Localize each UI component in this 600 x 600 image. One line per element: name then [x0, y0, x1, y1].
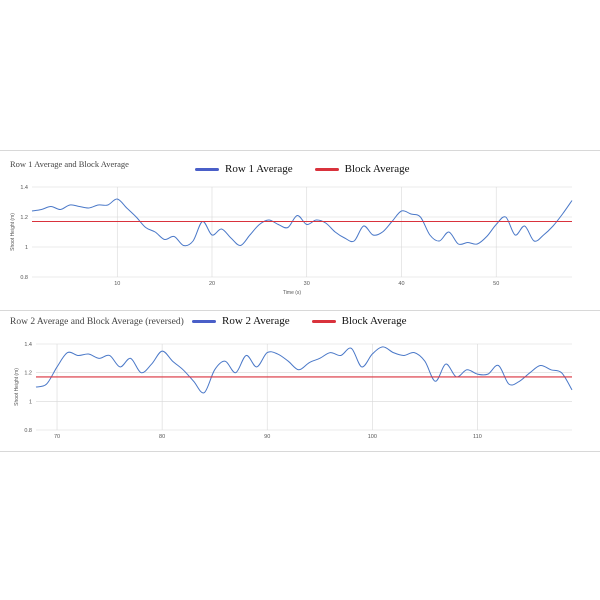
- y-tick-label: 1.2: [24, 370, 32, 377]
- legend-label: Row 1 Average: [225, 163, 293, 175]
- row-average-line: [36, 347, 572, 393]
- y-axis-title: Shoot Height (m): [14, 368, 20, 406]
- x-tick-label: 20: [208, 281, 216, 287]
- x-tick-label: 40: [398, 281, 405, 287]
- x-tick-label: 90: [264, 434, 271, 440]
- y-tick-label: 1: [24, 245, 28, 251]
- x-tick-label: 50: [493, 281, 500, 287]
- x-tick-label: 10: [114, 281, 121, 287]
- legend-label: Row 2 Average: [222, 315, 290, 327]
- y-tick-label: 1.4: [20, 185, 28, 191]
- chart-title: Row 1 Average and Block Average: [10, 159, 129, 169]
- chart-title: Row 2 Average and Block Average (reversed): [10, 317, 184, 327]
- legend-label: Block Average: [341, 315, 407, 327]
- x-axis-title: Time (s): [282, 290, 302, 296]
- x-tick-label: 110: [473, 434, 482, 440]
- plot-area: [0, 151, 600, 311]
- y-tick-label: 0.8: [24, 428, 32, 434]
- y-tick-label: 0.8: [20, 275, 28, 281]
- x-tick-label: 80: [159, 434, 166, 440]
- chart-row-2: [0, 310, 600, 452]
- y-tick-label: 1: [28, 399, 32, 406]
- y-tick-label: 1.4: [24, 342, 32, 348]
- plot-area: [0, 311, 600, 451]
- y-axis-title: Shoot Height (m): [10, 213, 16, 251]
- x-tick-label: 30: [303, 281, 310, 287]
- row-average-line: [32, 199, 572, 246]
- legend-label: Block Average: [344, 163, 410, 175]
- x-tick-label: 70: [53, 434, 61, 440]
- chart-row-1: [0, 150, 600, 311]
- y-tick-label: 1.2: [20, 215, 28, 221]
- x-tick-label: 100: [367, 434, 377, 440]
